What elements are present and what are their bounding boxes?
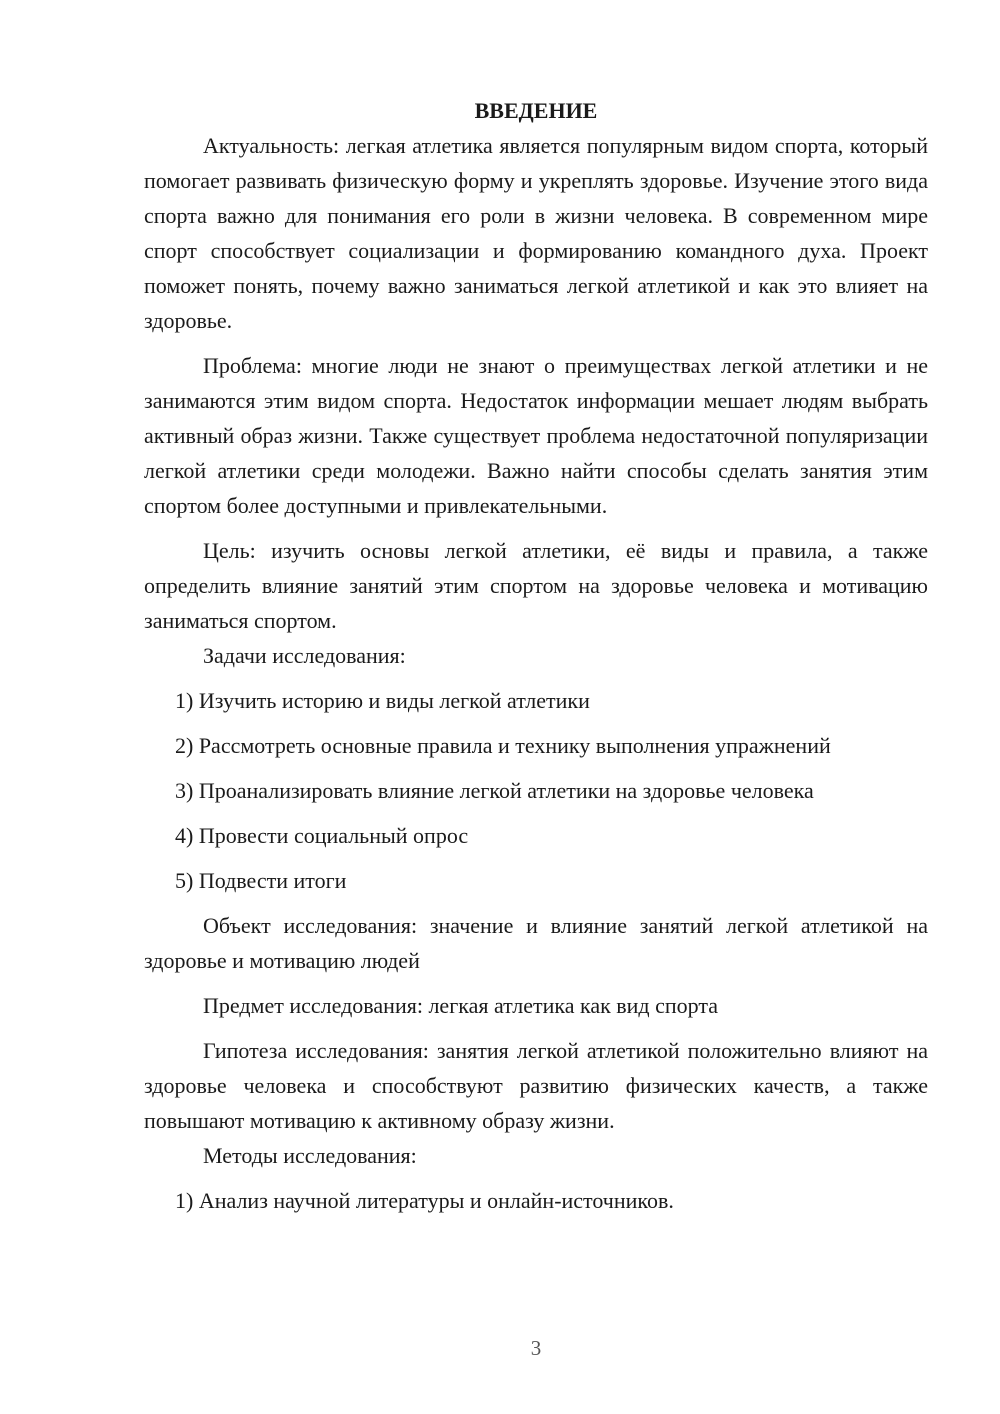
problem-paragraph: Проблема: многие люди не знают о преимуществах легкой атлетики и не занимаются этим видом спорта. Недостаток информации мешает людям выбрать активный образ жизни. Также существует проблема недостаточной популяризации легкой атлетики среди молодежи. Важно найти способы сделать занятия этим спортом более доступными и привлекательными. (144, 353, 928, 518)
method-item: 1) Анализ научной литературы и онлайн-источников. (175, 1188, 674, 1213)
task-item: 5) Подвести итоги (175, 868, 347, 893)
methods-label: Методы исследования: (203, 1143, 417, 1168)
goal-paragraph: Цель: изучить основы легкой атлетики, её виды и правила, а также определить влияние занятий этим спортом на здоровье человека и мотивацию заниматься спортом. (144, 538, 928, 633)
task-item: 1) Изучить историю и виды легкой атлетики (175, 688, 590, 713)
task-item: 2) Рассмотреть основные правила и технику выполнения упражнений (175, 733, 831, 758)
task-item: 4) Провести социальный опрос (175, 823, 469, 848)
object-paragraph: Объект исследования: значение и влияние занятий легкой атлетикой на здоровье и мотивацию людей (144, 913, 928, 973)
relevance-paragraph: Актуальность: легкая атлетика является популярным видом спорта, который помогает развивать физическую форму и укреплять здоровье. Изучение этого вида спорта важно для понимания его роли в жизни человека. В современном мире спорт способствует социализации и формированию командного духа. Проект поможет понять, почему важно заниматься легкой атлетикой и как это влияет на здоровье. (144, 133, 928, 333)
tasks-label: Задачи исследования: (203, 643, 406, 668)
task-item: 3) Проанализировать влияние легкой атлетики на здоровье человека (175, 778, 814, 803)
subject-paragraph: Предмет исследования: легкая атлетика как вид спорта (203, 993, 719, 1018)
page-content (144, 93, 928, 1218)
hypothesis-paragraph: Гипотеза исследования: занятия легкой атлетикой положительно влияют на здоровье человека и способствуют развитию физических качеств, а также повышают мотивацию к активному образу жизни. (144, 1038, 928, 1133)
page-title: ВВЕДЕНИЕ (474, 98, 598, 123)
page-number: 3 (530, 1336, 542, 1360)
